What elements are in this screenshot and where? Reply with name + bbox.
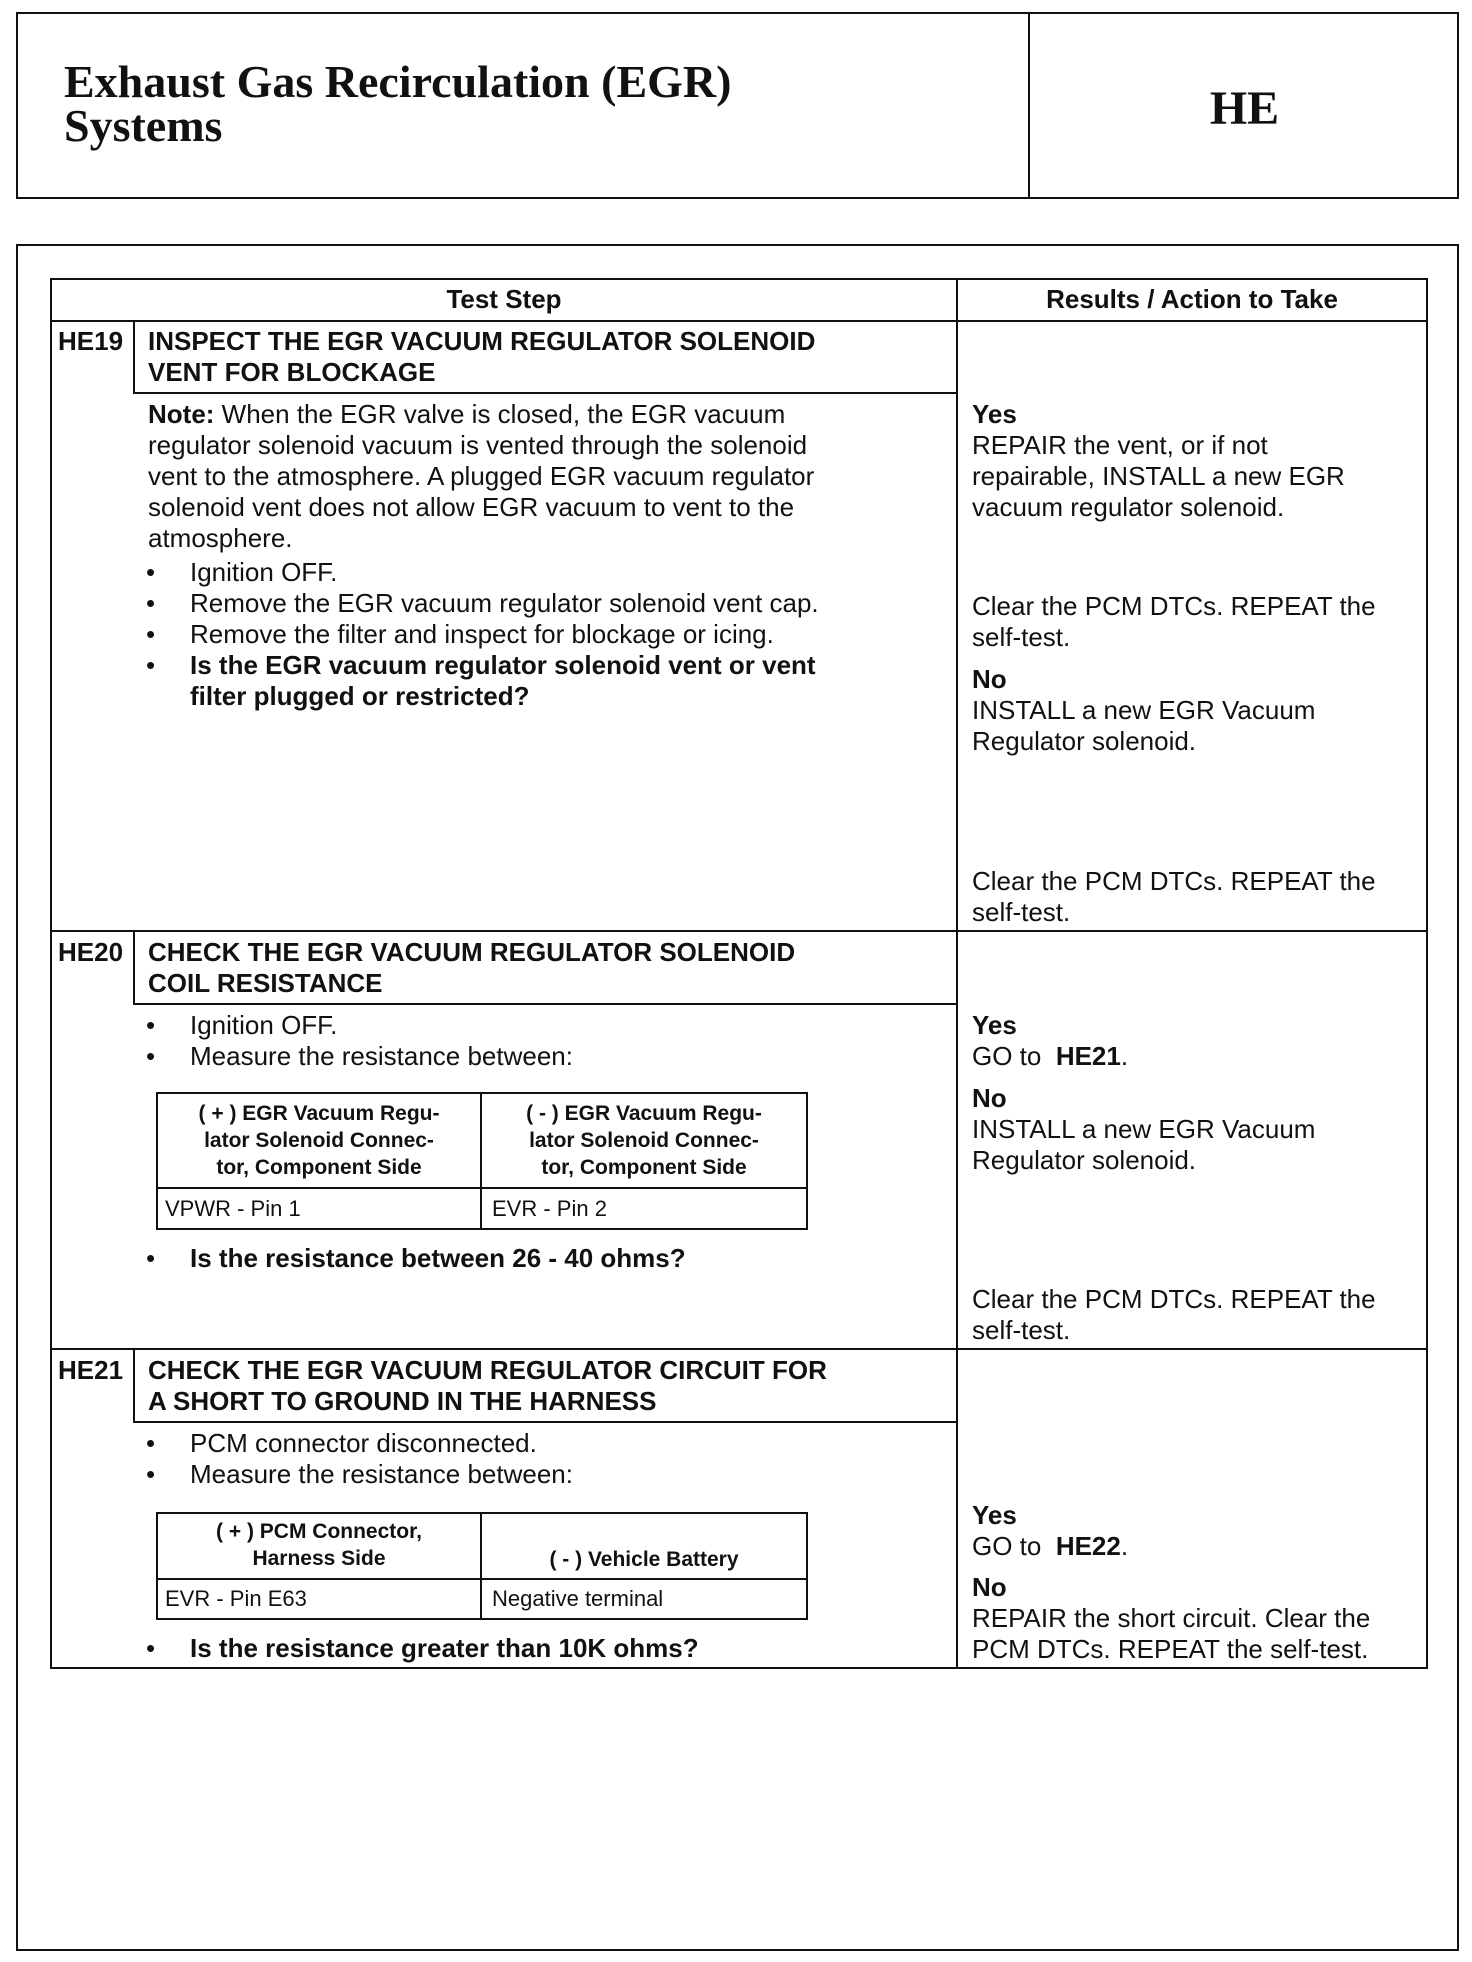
he19-no-line1: INSTALL a new EGR Vacuum xyxy=(972,695,1316,725)
he19-yes-clear-line1: Clear the PCM DTCs. REPEAT the xyxy=(972,591,1376,621)
he19-note-text1: When the EGR valve is closed, the EGR vacuum xyxy=(221,399,786,429)
he21-ct-header-positive xyxy=(158,1518,480,1572)
he21-id-divider xyxy=(133,1348,135,1422)
bullet-icon: • xyxy=(146,1428,156,1458)
he21-ct-right xyxy=(806,1512,808,1620)
he20-title-line2: COIL RESISTANCE xyxy=(148,968,383,998)
bullet-icon: • xyxy=(146,619,156,649)
he20-title-line1: CHECK THE EGR VACUUM REGULATOR SOLENOID xyxy=(148,937,796,967)
he21-no-line2: PCM DTCs. REPEAT the self-test. xyxy=(972,1634,1369,1664)
he20-ct-mid xyxy=(156,1187,808,1189)
he19-no-label: No xyxy=(972,664,1007,694)
bullet-icon: • xyxy=(146,1243,156,1273)
page-title-line2: Systems xyxy=(64,100,223,151)
he20-ct-top xyxy=(156,1092,808,1094)
he21-yes-label: Yes xyxy=(972,1500,1017,1530)
he19-title-divider xyxy=(133,392,957,394)
he20-question: Is the resistance between 26 - 40 ohms? xyxy=(190,1243,686,1273)
he20-ct-h2-line3: tor, Component Side xyxy=(541,1156,747,1179)
he20-step1: Ignition OFF. xyxy=(190,1010,338,1040)
he19-yes-line1: REPAIR the vent, or if not xyxy=(972,430,1268,460)
he21-yes-target: HE22 xyxy=(1055,1531,1121,1561)
he19-note-label: Note: xyxy=(148,399,215,429)
he19-note-line1 xyxy=(148,399,785,430)
he20-step-id: HE20 xyxy=(58,937,124,967)
he21-ct-cell-negative: Negative terminal xyxy=(492,1586,664,1611)
he19-step3: Remove the filter and inspect for blockage or icing. xyxy=(190,619,774,649)
he20-no-clear-line1: Clear the PCM DTCs. REPEAT the xyxy=(972,1284,1376,1314)
he19-step-id: HE19 xyxy=(58,326,124,356)
he19-yes-label: Yes xyxy=(972,399,1017,429)
page-title xyxy=(64,56,964,151)
he20-step2: Measure the resistance between: xyxy=(190,1041,573,1071)
he19-question-line2: filter plugged or restricted? xyxy=(190,681,530,711)
he20-ct-header-negative xyxy=(482,1100,806,1181)
page-title-line1: Exhaust Gas Recirculation (EGR) xyxy=(64,56,732,107)
he19-id-divider xyxy=(133,320,135,393)
he19-step1: Ignition OFF. xyxy=(190,557,338,587)
he19-title-line1: INSPECT THE EGR VACUUM REGULATOR SOLENOID xyxy=(148,326,816,356)
he19-yes-line3: vacuum regulator solenoid. xyxy=(972,492,1285,522)
he20-yes-label: Yes xyxy=(972,1010,1017,1040)
he20-ct-bottom xyxy=(156,1228,808,1230)
he21-title-divider xyxy=(133,1421,957,1423)
section-code: HE xyxy=(1209,82,1280,135)
he21-ct-top xyxy=(156,1512,808,1514)
he20-ct-cell-negative: EVR - Pin 2 xyxy=(492,1196,607,1221)
he20-no-clear-line2: self-test. xyxy=(972,1315,1071,1345)
he21-ct-h1-line2: Harness Side xyxy=(252,1547,386,1570)
he19-note-line5: atmosphere. xyxy=(148,523,293,553)
he21-no-label: No xyxy=(972,1572,1007,1602)
he20-no-line2: Regulator solenoid. xyxy=(972,1145,1197,1175)
column-header-test-step: Test Step xyxy=(446,284,562,314)
table-bottom-border xyxy=(50,1667,1428,1669)
he19-title-line2: VENT FOR BLOCKAGE xyxy=(148,357,436,387)
he21-title-line2: A SHORT TO GROUND IN THE HARNESS xyxy=(148,1386,657,1416)
he20-ct-cell-positive: VPWR - Pin 1 xyxy=(165,1196,301,1221)
he19-yes-line2: repairable, INSTALL a new EGR xyxy=(972,461,1345,491)
he19-question-line1: Is the EGR vacuum regulator solenoid vent or vent xyxy=(190,650,816,680)
he20-no-line1: INSTALL a new EGR Vacuum xyxy=(972,1114,1316,1144)
he20-yes-go: GO to xyxy=(972,1041,1042,1071)
he21-question: Is the resistance greater than 10K ohms? xyxy=(190,1633,699,1663)
he19-note-line3: vent to the atmosphere. A plugged EGR vacuum regulator xyxy=(148,461,815,491)
column-divider xyxy=(956,278,958,1669)
table-left-border xyxy=(50,278,52,1669)
he21-step-id: HE21 xyxy=(58,1355,124,1385)
bullet-icon: • xyxy=(146,1459,156,1489)
he20-ct-right xyxy=(806,1092,808,1230)
he21-ct-h1-line1: ( + ) PCM Connector, xyxy=(216,1520,422,1543)
he19-no-line2: Regulator solenoid. xyxy=(972,726,1197,756)
he19-no-clear-line2: self-test. xyxy=(972,897,1071,927)
he19-bottom-divider xyxy=(50,930,1428,932)
he20-ct-h2-line2: lator Solenoid Connec- xyxy=(529,1129,759,1152)
he20-title-divider xyxy=(133,1003,957,1005)
he21-yes-line: GO to HE22. xyxy=(972,1531,1129,1561)
bullet-icon: • xyxy=(146,588,156,618)
he21-ct-mid xyxy=(156,1578,808,1580)
he21-step1: PCM connector disconnected. xyxy=(190,1428,537,1458)
table-top-border xyxy=(50,278,1428,280)
he20-bottom-divider xyxy=(50,1348,1428,1350)
he19-step2: Remove the EGR vacuum regulator solenoid vent cap. xyxy=(190,588,819,618)
he20-ct-h2-line1: ( - ) EGR Vacuum Regu- xyxy=(526,1102,762,1125)
table-right-border xyxy=(1426,278,1428,1669)
he21-yes-go: GO to xyxy=(972,1531,1042,1561)
he20-yes-target: HE21 xyxy=(1055,1041,1121,1071)
he19-note-line2: regulator solenoid vacuum is vented through the solenoid xyxy=(148,430,808,460)
he21-step2: Measure the resistance between: xyxy=(190,1459,573,1489)
he21-title-line1: CHECK THE EGR VACUUM REGULATOR CIRCUIT FOR xyxy=(148,1355,827,1385)
bullet-icon: • xyxy=(146,650,156,680)
bullet-icon: • xyxy=(146,1041,156,1071)
he20-yes-line: GO to HE21. xyxy=(972,1041,1129,1071)
he21-no-line1: REPAIR the short circuit. Clear the xyxy=(972,1603,1371,1633)
he21-ct-header-negative: ( - ) Vehicle Battery xyxy=(549,1548,739,1571)
he20-ct-header-positive xyxy=(158,1100,480,1181)
he19-note-line4: solenoid vent does not allow EGR vacuum to vent to the xyxy=(148,492,795,522)
he20-no-label: No xyxy=(972,1083,1007,1113)
he20-id-divider xyxy=(133,930,135,1004)
bullet-icon: • xyxy=(146,1010,156,1040)
bullet-icon: • xyxy=(146,1633,156,1663)
he21-ct-cell-positive: EVR - Pin E63 xyxy=(165,1586,307,1611)
column-header-results: Results / Action to Take xyxy=(1046,284,1338,314)
he20-ct-h1-line2: lator Solenoid Connec- xyxy=(204,1129,434,1152)
bullet-icon: • xyxy=(146,557,156,587)
header-row-divider xyxy=(50,320,1428,322)
he20-ct-h1-line1: ( + ) EGR Vacuum Regu- xyxy=(198,1102,440,1125)
he21-ct-bottom xyxy=(156,1618,808,1620)
he20-ct-h1-line3: tor, Component Side xyxy=(216,1156,422,1179)
he19-no-clear-line1: Clear the PCM DTCs. REPEAT the xyxy=(972,866,1376,896)
he19-yes-clear-line2: self-test. xyxy=(972,622,1071,652)
